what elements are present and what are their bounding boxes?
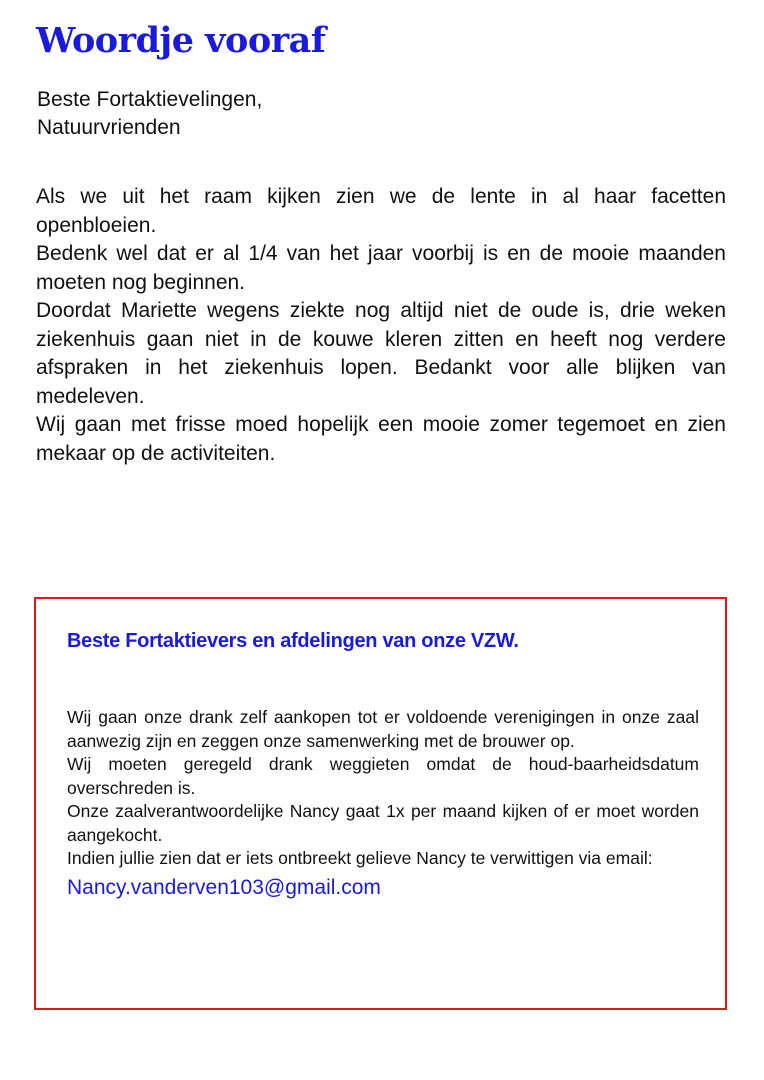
greeting — [37, 86, 262, 142]
notice-paragraph-3: Onze zaalverantwoordelijke Nancy gaat 1x per maand kijken of er moet worden aangekocht. — [67, 801, 699, 845]
intro-paragraph-2: Bedenk wel dat er al 1/4 van het jaar voorbij is en de mooie maanden moeten nog beginnen. — [36, 242, 726, 294]
notice-paragraph-4: Indien jullie zien dat er iets ontbreekt gelieve Nancy te verwittigen via email: — [67, 848, 653, 868]
page-title: Woordje vooraf — [36, 20, 326, 61]
notice-heading: Beste Fortaktievers en afdelingen van onze VZW. — [67, 630, 519, 652]
notice-paragraph-2: Wij moeten geregeld drank weggieten omdat de houd-baarheidsdatum overschreden is. — [67, 754, 699, 798]
intro-paragraph-4: Wij gaan met frisse moed hopelijk een mooie zomer tegemoet en zien mekaar op de activiteiten. — [36, 413, 726, 465]
greeting-line-1: Beste Fortaktievelingen, — [37, 88, 263, 111]
intro-paragraph-1: Als we uit het raam kijken zien we de lente in al haar facetten openbloeien. — [36, 185, 726, 237]
intro-text — [36, 183, 726, 468]
email-link[interactable]: Nancy.vanderven103@gmail.com — [67, 875, 381, 899]
intro-paragraph-3: Doordat Mariette wegens ziekte nog altijd niet de oude is, drie weken ziekenhuis gaan niet in de kouwe kleren zitten en heeft nog verdere afspraken in het ziekenhuis lopen. Bedankt voor alle blijken van medeleven. — [36, 299, 726, 408]
greeting-line-2: Natuurvrienden — [37, 116, 181, 139]
notice-box — [34, 597, 727, 1010]
notice-paragraph-1: Wij gaan onze drank zelf aankopen tot er voldoende verenigingen in onze zaal aanwezig zijn en zeggen onze samenwerking met de brouwer op. — [67, 707, 699, 751]
notice-body — [67, 706, 699, 902]
